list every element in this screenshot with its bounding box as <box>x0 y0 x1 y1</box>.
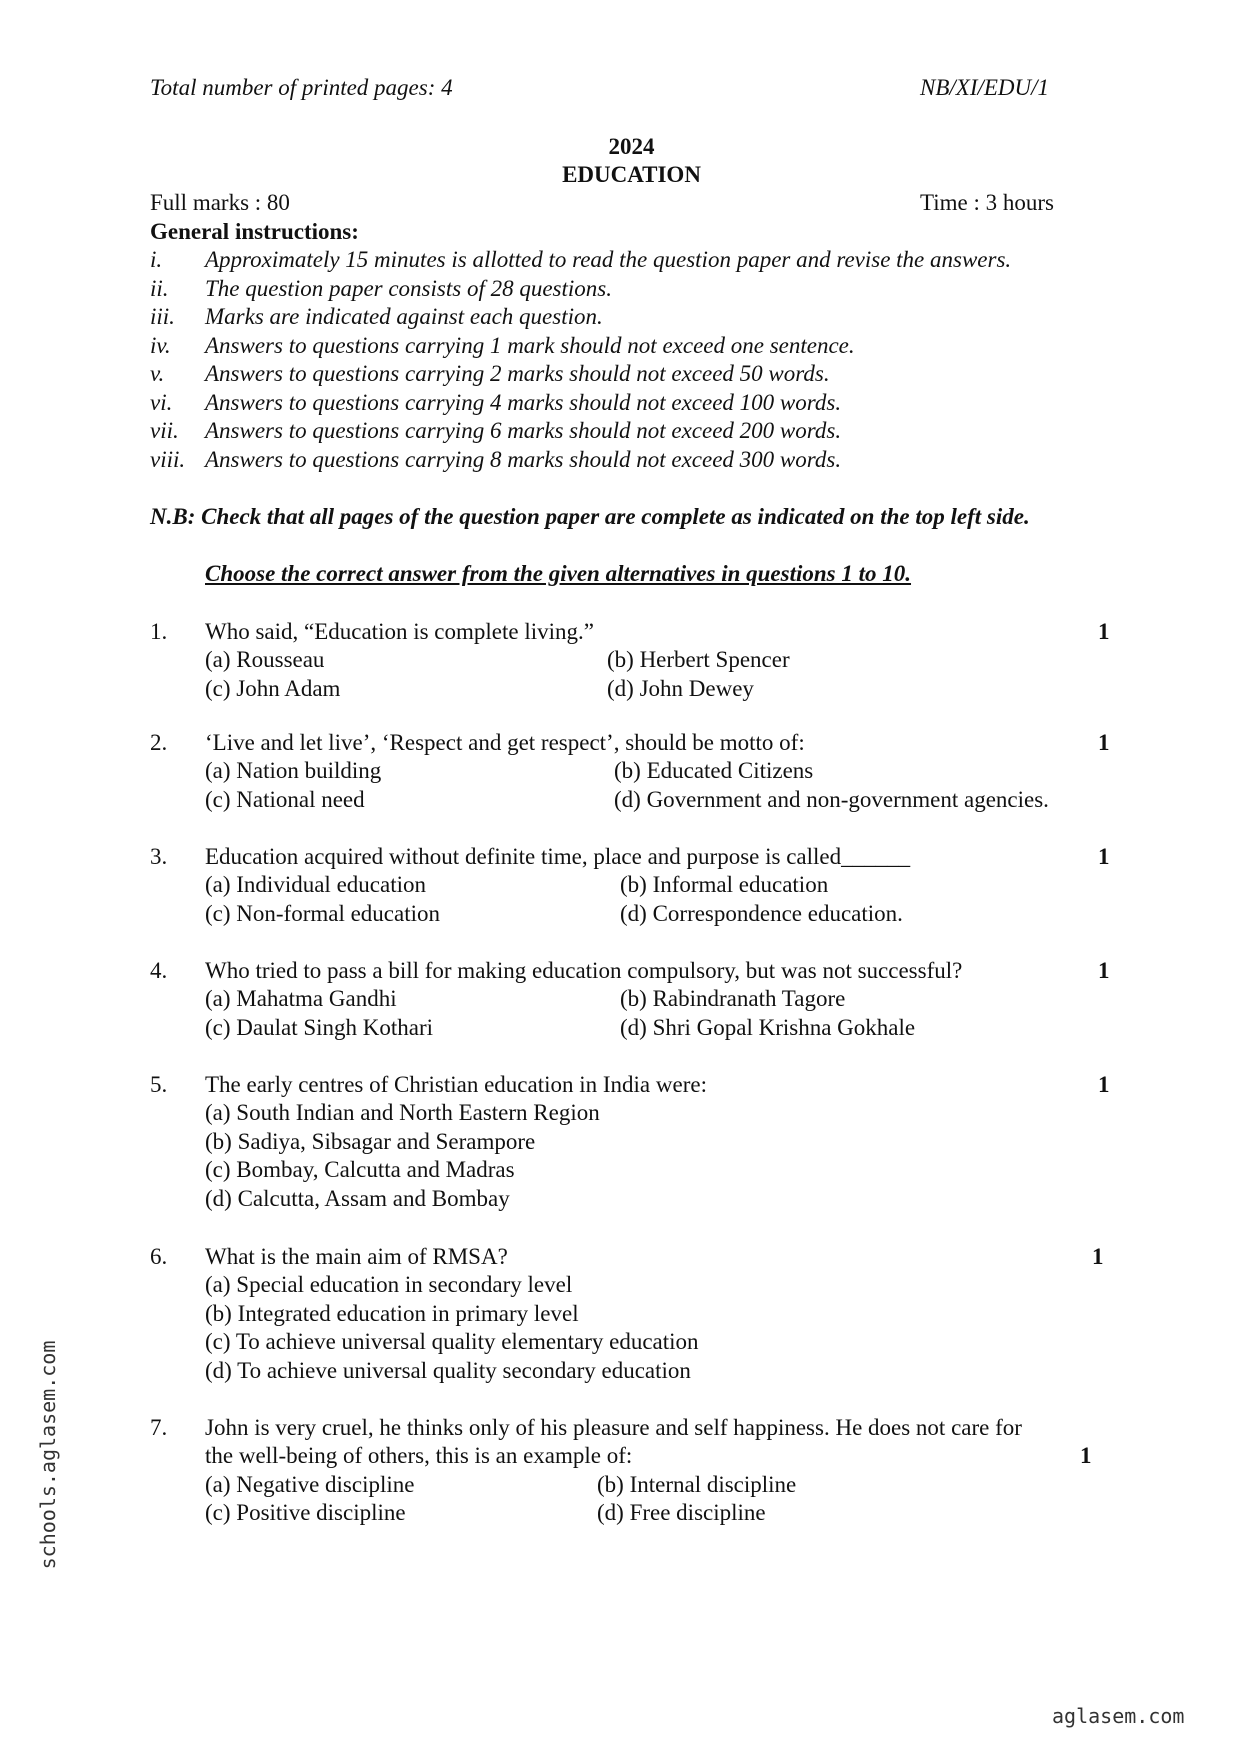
option-c: (c) John Adam <box>205 676 341 701</box>
question-marks: 1 <box>1098 844 1110 869</box>
question-marks: 1 <box>1098 958 1110 983</box>
instruction-number: i. <box>150 247 163 272</box>
paper-code: NB/XI/EDU/1 <box>920 75 1050 100</box>
option-c: (c) National need <box>205 787 365 812</box>
instruction-text: Answers to questions carrying 4 marks should not exceed 100 words. <box>205 390 842 415</box>
option-a: (a) South Indian and North Eastern Region <box>205 1100 600 1125</box>
question-text: John is very cruel, he thinks only of his pleasure and self happiness. He does not care for <box>205 1415 1022 1440</box>
question-marks: 1 <box>1098 619 1110 644</box>
instruction-number: ii. <box>150 276 169 301</box>
option-c: (c) Non-formal education <box>205 901 441 926</box>
option-b: (b) Sadiya, Sibsagar and Serampore <box>205 1129 536 1154</box>
instruction-text: Marks are indicated against each question. <box>205 304 603 329</box>
option-a: (a) Mahatma Gandhi <box>205 986 397 1011</box>
option-d: (d) Calcutta, Assam and Bombay <box>205 1186 510 1211</box>
option-c: (c) Daulat Singh Kothari <box>205 1015 434 1040</box>
time-allowed: Time : 3 hours <box>920 190 1054 215</box>
question-text-continued: the well-being of others, this is an example of: <box>205 1443 633 1468</box>
instruction-text: Answers to questions carrying 8 marks should not exceed 300 words. <box>205 447 842 472</box>
question-number: 6. <box>150 1244 168 1269</box>
question-text: ‘Live and let live’, ‘Respect and get respect’, should be motto of: <box>205 730 805 755</box>
question-number: 3. <box>150 844 168 869</box>
option-a: (a) Individual education <box>205 872 426 897</box>
question-text: The early centres of Christian education in India were: <box>205 1072 707 1097</box>
question-number: 1. <box>150 619 168 644</box>
question-text: Who said, “Education is complete living.” <box>205 619 594 644</box>
option-a: (a) Nation building <box>205 758 382 783</box>
subject-title: EDUCATION <box>562 162 701 187</box>
option-a: (a) Rousseau <box>205 647 325 672</box>
question-number: 5. <box>150 1072 168 1097</box>
total-pages-note: Total number of printed pages: 4 <box>150 75 453 100</box>
instruction-number: iii. <box>150 304 175 329</box>
question-text: Who tried to pass a bill for making education compulsory, but was not successful? <box>205 958 963 983</box>
question-marks: 1 <box>1098 1072 1110 1097</box>
question-marks: 1 <box>1098 730 1110 755</box>
option-d: (d) Free discipline <box>597 1500 766 1525</box>
option-c: (c) Positive discipline <box>205 1500 406 1525</box>
side-watermark: schools.aglasem.com <box>36 1340 60 1570</box>
instructions-title: General instructions: <box>150 219 359 244</box>
question-marks: 1 <box>1080 1443 1092 1468</box>
bottom-watermark: aglasem.com <box>1052 1704 1185 1728</box>
question-number: 4. <box>150 958 168 983</box>
option-a: (a) Special education in secondary level <box>205 1272 573 1297</box>
option-b: (b) Informal education <box>620 872 829 897</box>
option-c: (c) Bombay, Calcutta and Madras <box>205 1157 515 1182</box>
instruction-number: v. <box>150 361 165 386</box>
option-b: (b) Educated Citizens <box>614 758 814 783</box>
question-text: Education acquired without definite time, place and purpose is called______ <box>205 844 911 869</box>
option-b: (b) Integrated education in primary level <box>205 1301 579 1326</box>
instruction-number: vii. <box>150 418 179 443</box>
nb-note: N.B: Check that all pages of the question paper are complete as indicated on the top left side. <box>150 504 1030 529</box>
instruction-number: vi. <box>150 390 173 415</box>
option-a: (a) Negative discipline <box>205 1472 415 1497</box>
question-number: 7. <box>150 1415 168 1440</box>
exam-year: 2024 <box>608 134 655 159</box>
option-b: (b) Rabindranath Tagore <box>620 986 846 1011</box>
option-d: (d) Correspondence education. <box>620 901 903 926</box>
section-heading: Choose the correct answer from the given alternatives in questions 1 to 10. <box>205 561 912 586</box>
instruction-number: iv. <box>150 333 171 358</box>
option-d: (d) Government and non-government agencies. <box>614 787 1049 812</box>
instruction-text: The question paper consists of 28 questions. <box>205 276 612 301</box>
option-c: (c) To achieve universal quality elementary education <box>205 1329 699 1354</box>
instruction-number: viii. <box>150 447 186 472</box>
instruction-text: Answers to questions carrying 6 marks should not exceed 200 words. <box>205 418 842 443</box>
option-b: (b) Herbert Spencer <box>607 647 790 672</box>
option-d: (d) To achieve universal quality secondary education <box>205 1358 691 1383</box>
option-b: (b) Internal discipline <box>597 1472 797 1497</box>
instruction-text: Answers to questions carrying 2 marks should not exceed 50 words. <box>205 361 830 386</box>
full-marks: Full marks : 80 <box>150 190 290 215</box>
instruction-text: Answers to questions carrying 1 mark should not exceed one sentence. <box>205 333 855 358</box>
question-marks: 1 <box>1092 1244 1104 1269</box>
option-d: (d) Shri Gopal Krishna Gokhale <box>620 1015 916 1040</box>
option-d: (d) John Dewey <box>607 676 754 701</box>
instruction-text: Approximately 15 minutes is allotted to read the question paper and revise the answers. <box>205 247 1012 272</box>
question-number: 2. <box>150 730 168 755</box>
question-text: What is the main aim of RMSA? <box>205 1244 508 1269</box>
